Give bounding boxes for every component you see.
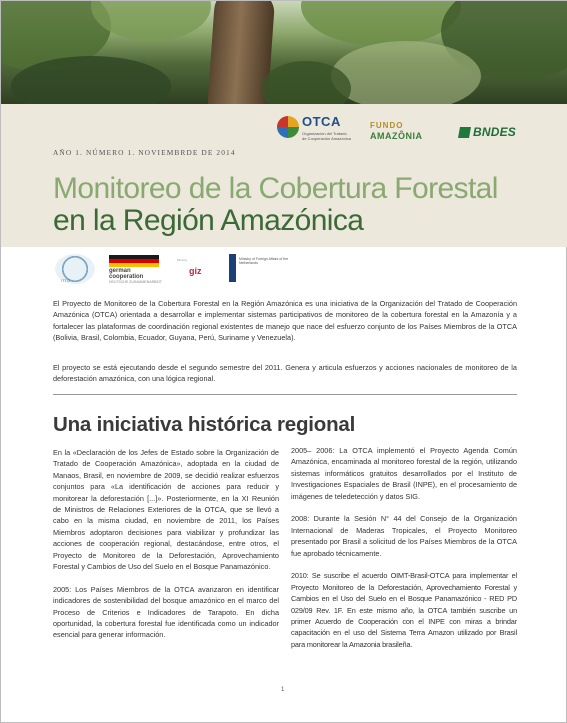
right-paragraph: 2008: Durante la Sesión N° 44 del Consejo de la Organización Internacional de Maderas Tropicales, el Proyecto Monitoreo presentado por Brasil a solicitud de los Países Miembros de la OTCA fue aprobado técnicamente. <box>291 514 517 558</box>
otca-globe-icon <box>277 116 299 138</box>
german-flag-icon <box>109 255 159 267</box>
right-paragraph: 2005– 2006: La OTCA implementó el Proyecto Agenda Común Amazónica, encaminada al monitoreo forestal de la región, utilizando sistemas informáticos gratuitos desarrollados por el Instituto de Investigaciones Espaciales de Brasil (INPE), en el procesamiento de imágenes de teledetección y datos SIG. <box>291 446 517 501</box>
german-cooperation-logo <box>109 255 163 285</box>
bndes-name: BNDES <box>473 125 517 139</box>
netherlands-ministry-text: Ministry of Foreign Affairs of the Netherlands <box>239 257 289 265</box>
netherlands-ministry-logo <box>229 254 299 284</box>
fundo-word: FUNDO <box>370 121 404 130</box>
german-cooperation-subtext: DEUTSCHE ZUSAMMENARBEIT <box>109 280 162 284</box>
left-column <box>53 447 279 652</box>
otca-subtitle-1: Organización del Tratado <box>302 131 347 136</box>
left-paragraph: En la «Declaración de los Jefes de Estado sobre la Organización de Tratado de Cooperación Amazónica», adoptada en la ciudad de Manaos, Brasil, en noviembre de 2009, se decidió realizar esfuerzos conjuntos para «La identificación de acciones para reducir y monitorear la deforestación [...]». Posteriormente, en la XI Reunión de Ministros de Relaciones Exteriores de la OTCA, que se llevó a cabo en la misma ciudad, en noviembre de 2011, los Países Miembros adoptaron decisiones para viabilizar y profundizar las acciones de cooperación regional, destacándose, entre otros, el Proyecto de Monitoreo de la Deforestación, Aprovechamiento Forestal y Cambios de Uso del Suelo en el Bosque Panamazónico. <box>53 448 279 572</box>
fundo-amazonia-logo <box>370 121 423 141</box>
partner-logos-row <box>53 252 313 288</box>
otca-name: OTCA <box>302 114 341 129</box>
itto-caption: ITTO <box>61 278 71 283</box>
bndes-logo <box>459 125 516 139</box>
forest-header-photo <box>1 1 567 104</box>
bndes-mark-icon <box>458 127 471 138</box>
page-title-line-1: Monitoreo de la Cobertura Forestal <box>53 172 498 205</box>
german-cooperation-text: german cooperation <box>109 268 144 280</box>
left-paragraph: 2005: Los Países Miembros de la OTCA avanzaron en identificar indicadores de sostenibilidad del bosque amazónico en el marco del Proceso de Criterios e Indicadores de Tarapoto. En dicha oportunidad, la cobertura forestal fue identificada como un indicador esencial para generar información. <box>53 584 279 640</box>
otca-logo <box>277 113 351 141</box>
giz-wordmark: giz <box>189 266 202 276</box>
netherlands-emblem-icon <box>229 254 236 282</box>
intro-paragraph-2: El proyecto se está ejecutando desde el segundo semestre del 2011. Genera y articula esfuerzos y acciones nacionales de monitoreo de la deforestación amazónica, con una lógica regional. <box>53 363 517 384</box>
section-title: Una iniciativa histórica regional <box>53 413 356 436</box>
right-paragraph: 2010: Se suscribe el acuerdo OIMT-Brasil-OTCA para implementar el Proyecto Monitoreo de la Deforestación, Aprovechamiento Forestal y Cambios en el Uso del Suelo en el Bosque Panamazónico - RED PD 029/09 Rev. 1F. En este mismo año, la OTCA también suscribe un primer Acuerdo de Cooperación con el INPE con miras a brindar capacitación en el uso del Sistema Terra Amazon utilizado por Brasil para monitorear la Amazonia brasileña. <box>291 571 517 649</box>
issue-line: AÑO 1. NÚMERO 1. NOVIEMBRDE DE 2014 <box>53 148 236 157</box>
right-column <box>291 445 517 662</box>
otca-subtitle-2: de Cooperación Amazónica <box>302 136 351 141</box>
intro-paragraph-1: El Proyecto de Monitoreo de la Cobertura Forestal en la Región Amazónica es una iniciativa de la Organización del Tratado de Cooperación Amazónica (OTCA) orientada a desarrollar e implementar sistemas participativos de monitoreo de la cobertura forestal en la Amazonía y a fortalecer las plataformas de coordinación regional existentes de manejo que nace del esfuerzo conjunto de los Países Miembros de la OTCA (Bolivia, Brasil, Colombia, Ecuador, Guyana, Perú, Suriname y Venezuela). <box>53 299 517 343</box>
page-number: 1 <box>281 687 285 693</box>
section-divider <box>53 394 517 395</box>
amazonia-word: AMAZÔNIA <box>370 131 423 141</box>
giz-prefix: Ministry <box>177 258 188 262</box>
page-title-line-2: en la Región Amazónica <box>53 204 364 237</box>
giz-logo <box>177 258 217 282</box>
